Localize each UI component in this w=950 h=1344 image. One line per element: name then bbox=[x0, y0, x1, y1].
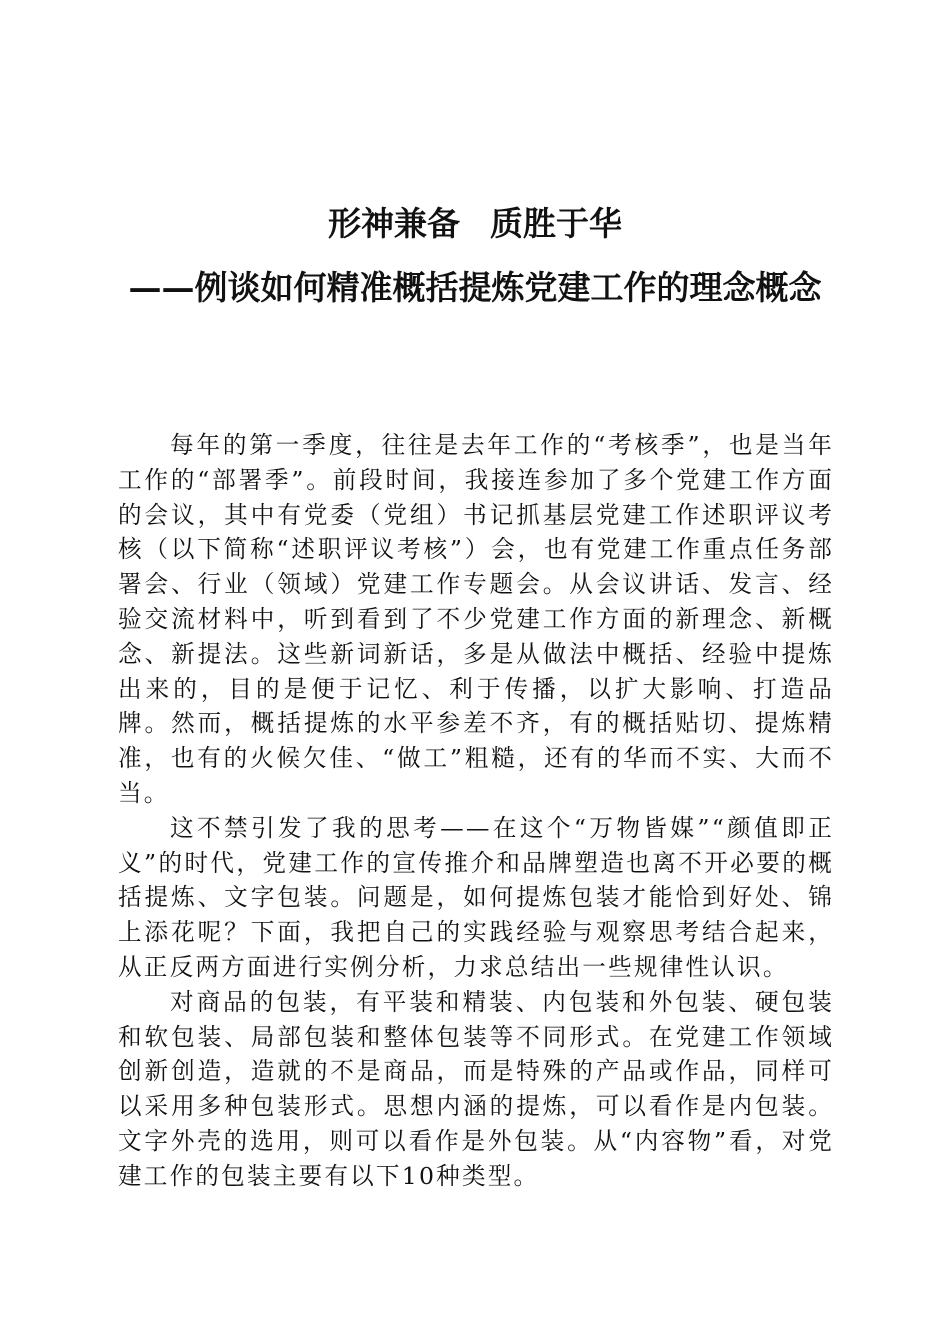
title-block bbox=[100, 192, 850, 320]
main-title-part-1: 形神兼备 bbox=[328, 204, 460, 243]
main-title-part-2: 质胜于华 bbox=[490, 204, 622, 243]
paragraph-1: 每年的第一季度，往往是去年工作的“考核季”，也是当年工作的“部署季”。前段时间，我接连参加了多个党建工作方面的会议，其中有党委（党组）书记抓基层党建工作述职评议考核（以下简称“述职评议考核”）会，也有党建工作重点任务部署会、行业（领域）党建工作专题会。从会议讲话、发言、经验交流材料中，听到看到了不少党建工作方面的新理念、新概念、新提法。这些新词新话，多是从做法中概括、经验中提炼出来的，目的是便于记忆、利于传播，以扩大影响、打造品牌。然而，概括提炼的水平参差不齐，有的概括贴切、提炼精准，也有的火候欠佳、“做工”粗糙，还有的华而不实、大而不当。 bbox=[118, 431, 834, 807]
body-text bbox=[118, 428, 834, 1194]
paragraph-3: 对商品的包装，有平装和精装、内包装和外包装、硬包装和软包装、局部包装和整体包装等不同形式。在党建工作领域创新创造，造就的不是商品，而是特殊的产品或作品，同样可以采用多种包装形式。思想内涵的提炼，可以看作是内包装。文字外壳的选用，则可以看作是外包装。从“内容物”看，对党建工作的包装主要有以下10种类型。 bbox=[118, 987, 834, 1190]
subtitle: ——例谈如何精准概括提炼党建工作的理念概念 bbox=[128, 268, 822, 307]
main-title bbox=[100, 192, 850, 256]
paragraph-2: 这不禁引发了我的思考——在这个“万物皆媒”“颜值即正义”的时代，党建工作的宣传推介和品牌塑造也离不开必要的概括提炼、文字包装。问题是，如何提炼包装才能恰到好处、锦上添花呢？下面，我把自己的实践经验与观察思考结合起来，从正反两方面进行实例分析，力求总结出一些规律性认识。 bbox=[118, 813, 834, 981]
